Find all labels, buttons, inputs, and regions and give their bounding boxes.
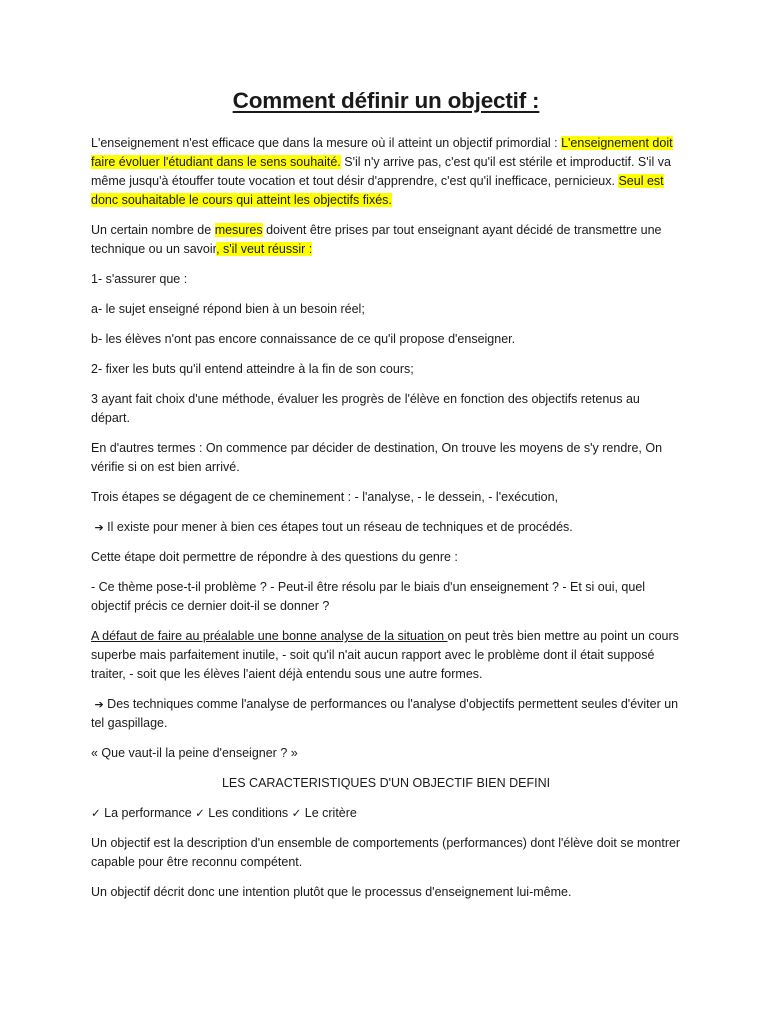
measures-text-2: doivent être prises par tout enseignant ayant décidé de transmettre une technique ou un savoir <box>91 223 662 256</box>
default-underlined: A défaut de faire au préalable une bonne analyse de la situation <box>91 629 448 643</box>
intro-text-2: S'il n'y arrive pas, c'est qu'il est stérile et improductif. S'il va même jusqu'à étouffer toute vocation et tout désir d'apprendre, c'est qu'il inefficace, pernicieux. <box>91 155 671 188</box>
measures-text: Un certain nombre de <box>91 223 215 237</box>
check-icon: ✓ <box>91 806 101 820</box>
measures-highlight-1: mesures <box>214 223 263 237</box>
paragraph-network <box>91 518 681 537</box>
criterion-performance: La performance <box>100 806 196 820</box>
paragraph-questions: - Ce thème pose-t-il problème ? - Peut-il être résolu par le biais d'un enseignement ? - Et si oui, quel objectif précis ce dernier doit-il se donner ? <box>91 580 646 613</box>
arrow-icon: ➔ <box>94 698 104 711</box>
paragraph-three-steps: Trois étapes se dégagent de ce cheminement : - l'analyse, - le dessein, - l'exécution, <box>91 490 559 504</box>
network-text: Il existe pour mener à bien ces étapes tout un réseau de techniques et de procédés. <box>103 520 573 534</box>
intro-highlight-1: L'enseignement doit faire évoluer l'étudiant dans le sens souhaité. <box>91 136 673 169</box>
list-item-1: 1- s'assurer que : <box>91 272 188 286</box>
criterion-critere: Le critère <box>301 806 357 820</box>
paragraph-measures <box>91 221 681 259</box>
arrow-icon: ➔ <box>94 521 104 534</box>
list-item-1b: b- les élèves n'ont pas encore connaissance de ce qu'il propose d'enseigner. <box>91 332 516 346</box>
paragraph-questions-intro: Cette étape doit permettre de répondre à des questions du genre : <box>91 550 458 564</box>
criterion-conditions: Les conditions <box>204 806 292 820</box>
intro-highlight-2: Seul est donc souhaitable le cours qui atteint les objectifs fixés. <box>91 174 664 207</box>
paragraph-definition: Un objectif est la description d'un ensemble de comportements (performances) dont l'élève doit se montrer capable pour être reconnu compétent. <box>91 836 681 869</box>
paragraph-default-analysis <box>91 627 681 684</box>
paragraph-in-other-terms: En d'autres termes : On commence par décider de destination, On trouve les moyens de s'y rendre, On vérifie si on est bien arrivé. <box>91 441 663 474</box>
default-text: on peut très bien mettre au point un cours superbe mais parfaitement inutile, - soit qu'il n'ait aucun rapport avec le problème dont il était supposé traiter, - soit que les élèves l'aient déjà entendu sous une autre formes. <box>91 629 679 681</box>
intro-text: L'enseignement n'est efficace que dans la mesure où il atteint un objectif primordial : <box>91 136 562 150</box>
section-heading-characteristics: LES CARACTERISTIQUES D'UN OBJECTIF BIEN DEFINI <box>221 776 551 790</box>
techniques-text: Des techniques comme l'analyse de performances ou l'analyse d'objectifs permettent seules d'éviter un tel gaspillage. <box>91 697 679 730</box>
document-title: Comment définir un objectif : <box>232 88 540 113</box>
paragraph-intention: Un objectif décrit donc une intention plutôt que le processus d'enseignement lui-même. <box>91 885 572 899</box>
document-page <box>91 84 681 913</box>
list-item-1a: a- le sujet enseigné répond bien à un besoin réel; <box>91 302 365 316</box>
list-item-3: 3 ayant fait choix d'une méthode, évaluer les progrès de l'élève en fonction des objectifs retenus au départ. <box>91 392 640 425</box>
measures-highlight-2: , s'il veut réussir : <box>216 242 313 256</box>
list-item-2: 2- fixer les buts qu'il entend atteindre à la fin de son cours; <box>91 362 414 376</box>
criteria-line <box>91 804 681 823</box>
paragraph-intro <box>91 134 681 210</box>
quote-line: « Que vaut-il la peine d'enseigner ? » <box>91 746 298 760</box>
paragraph-techniques <box>91 695 681 733</box>
check-icon: ✓ <box>195 806 205 820</box>
check-icon: ✓ <box>291 806 302 820</box>
